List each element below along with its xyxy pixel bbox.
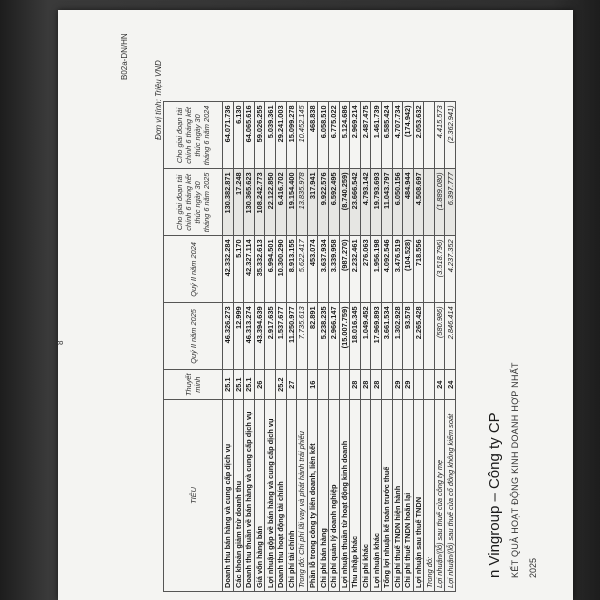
row-item-label: Lợi nhuận sau thuế TNDN: [413, 400, 424, 592]
rotated-report: [58, 10, 573, 600]
table-row: [265, 102, 276, 592]
table-row: [424, 102, 435, 592]
row-value-q2-2024: 10.300.290: [275, 236, 286, 303]
row-value-h1-2024: 59.026.255: [254, 102, 265, 169]
table-row: [413, 102, 424, 592]
row-value-h1-2025: 4.508.697: [413, 169, 424, 236]
row-value-h1-2025: 4.793.142: [360, 169, 371, 236]
table-row: [307, 102, 318, 592]
row-value-h1-2024: 468.838: [307, 102, 318, 169]
row-value-h1-2025: (1.889.080): [434, 169, 445, 236]
row-value-q2-2024: 718.556: [413, 236, 424, 303]
row-note: [265, 370, 276, 400]
table-row: [360, 102, 371, 592]
row-note: 29: [392, 370, 403, 400]
row-value-q2-2025: 1.537.677: [275, 303, 286, 370]
row-note: [413, 370, 424, 400]
row-value-h1-2025: 19.154.400: [286, 169, 297, 236]
row-value-q2-2024: 3.476.519: [392, 236, 403, 303]
table-row: [328, 102, 339, 592]
row-value-q2-2025: 5.238.235: [318, 303, 329, 370]
row-item-label: Chi phí tài chính: [286, 400, 297, 592]
row-value-h1-2024: (174.942): [403, 102, 414, 169]
row-item-label: Các khoản giảm trừ doanh thu: [233, 400, 244, 592]
row-value-q2-2024: 453.074: [307, 236, 318, 303]
row-item-label: Chi phí bán hàng: [318, 400, 329, 592]
table-row: [434, 102, 445, 592]
row-value-h1-2025: 6.592.495: [328, 169, 339, 236]
row-note: [297, 370, 308, 400]
row-value-h1-2024: (2.362.941): [445, 102, 456, 169]
row-value-h1-2025: 17.248: [233, 169, 244, 236]
table-body: [223, 102, 456, 592]
row-note: 25.2: [275, 370, 286, 400]
row-value-q2-2024: 5.170: [233, 236, 244, 303]
row-value-q2-2024: 42.327.114: [244, 236, 255, 303]
table-row: [223, 102, 234, 592]
page-number: 8: [56, 340, 65, 345]
table-row: [392, 102, 403, 592]
row-item-label: Lợi nhuận thuần từ hoạt động kinh doanh: [339, 400, 350, 592]
row-value-q2-2024: 4.237.352: [445, 236, 456, 303]
table-header-row: [164, 102, 223, 592]
row-value-h1-2025: 108.242.773: [254, 169, 265, 236]
row-value-q2-2025: (15.007.759): [339, 303, 350, 370]
table-row: [275, 102, 286, 592]
header-h1-2024: Cho giai đoạn tài chính 6 tháng kết thúc ngày 30 tháng 6 năm 2024: [164, 102, 223, 169]
row-value-h1-2024: 2.053.632: [413, 102, 424, 169]
table-row: [286, 102, 297, 592]
row-value-q2-2025: 2.265.428: [413, 303, 424, 370]
row-value-q2-2024: 3.637.934: [318, 236, 329, 303]
row-note: 27: [286, 370, 297, 400]
table-row: [318, 102, 329, 592]
row-value-q2-2024: 6.994.501: [265, 236, 276, 303]
row-value-q2-2025: 17.969.893: [371, 303, 382, 370]
row-value-q2-2025: 3.661.534: [381, 303, 392, 370]
row-value-h1-2024: 1.461.739: [371, 102, 382, 169]
row-value-q2-2025: 43.394.639: [254, 303, 265, 370]
document-page: [58, 10, 573, 600]
row-value-h1-2025: 19.793.693: [371, 169, 382, 236]
row-note: 24: [434, 370, 445, 400]
header-note: Thuyết minh: [164, 370, 223, 400]
row-value-h1-2024: 5.124.686: [339, 102, 350, 169]
row-note: 16: [307, 370, 318, 400]
row-value-h1-2025: (8.740.259): [339, 169, 350, 236]
header-q2-2024: Quý II năm 2024: [164, 236, 223, 303]
row-item-label: Lợi nhuận khác: [371, 400, 382, 592]
row-note: [318, 370, 329, 400]
row-value-h1-2024: 15.099.278: [286, 102, 297, 169]
row-value-h1-2025: 6.397.777: [445, 169, 456, 236]
row-item-label: Trong đó:: [424, 400, 435, 592]
table-row: [371, 102, 382, 592]
row-value-h1-2024: 10.452.145: [297, 102, 308, 169]
row-value-q2-2024: 1.956.198: [371, 236, 382, 303]
row-value-h1-2024: 6.585.424: [381, 102, 392, 169]
row-value-h1-2024: 29.241.003: [275, 102, 286, 169]
table-row: [244, 102, 255, 592]
row-value-q2-2024: 3.339.958: [328, 236, 339, 303]
row-value-h1-2025: 22.122.850: [265, 169, 276, 236]
row-value-h1-2025: 130.365.623: [244, 169, 255, 236]
row-value-h1-2025: 484.944: [403, 169, 414, 236]
row-value-h1-2024: 4.707.734: [392, 102, 403, 169]
table-row: [254, 102, 265, 592]
row-value-h1-2024: 6.058.510: [318, 102, 329, 169]
row-note: [424, 370, 435, 400]
row-value-h1-2024: 4.415.573: [434, 102, 445, 169]
row-value-q2-2025: 1.049.452: [360, 303, 371, 370]
row-value-h1-2024: 64.065.616: [244, 102, 255, 169]
row-note: 28: [350, 370, 361, 400]
row-value-h1-2025: [424, 169, 435, 236]
row-value-q2-2024: 4.092.546: [381, 236, 392, 303]
header-q2-2025: Quý II năm 2025: [164, 303, 223, 370]
row-note: [381, 370, 392, 400]
row-item-label: Doanh thu thuần về bán hàng và cung cấp dịch vụ: [244, 400, 255, 592]
row-item-label: Chi phí thuế TNDN hoãn lại: [403, 400, 414, 592]
row-value-q2-2024: (3.518.796): [434, 236, 445, 303]
table-row: [403, 102, 414, 592]
row-value-q2-2025: 46.313.274: [244, 303, 255, 370]
row-value-q2-2025: (580.986): [434, 303, 445, 370]
row-item-label: Doanh thu hoạt động tài chính: [275, 400, 286, 592]
form-code: B02a-DN/HN: [120, 33, 129, 80]
row-value-q2-2025: 18.016.345: [350, 303, 361, 370]
row-value-q2-2025: 46.326.273: [223, 303, 234, 370]
row-value-q2-2025: 1.302.928: [392, 303, 403, 370]
row-value-h1-2025: 23.666.542: [350, 169, 361, 236]
row-value-h1-2024: 5.039.361: [265, 102, 276, 169]
unit-note: Đơn vị tính: Triệu VND: [154, 60, 163, 140]
row-note: [339, 370, 350, 400]
row-value-h1-2025: 11.043.797: [381, 169, 392, 236]
row-note: 25.1: [244, 370, 255, 400]
row-value-q2-2024: 5.622.417: [297, 236, 308, 303]
row-value-q2-2024: [424, 236, 435, 303]
row-value-h1-2025: 317.941: [307, 169, 318, 236]
row-value-q2-2024: 2.232.461: [350, 236, 361, 303]
row-value-q2-2025: 11.250.977: [286, 303, 297, 370]
row-note: 28: [371, 370, 382, 400]
income-statement-table: [163, 101, 456, 592]
row-item-label: Doanh thu bán hàng và cung cấp dịch vụ: [223, 400, 234, 592]
row-value-q2-2024: (104.528): [403, 236, 414, 303]
row-value-h1-2024: 2.969.214: [350, 102, 361, 169]
row-value-q2-2024: 42.332.284: [223, 236, 234, 303]
row-value-q2-2025: 7.735.613: [297, 303, 308, 370]
report-title: KẾT QUẢ HOẠT ĐỘNG KINH DOANH HỢP NHẤT: [510, 362, 520, 578]
table-row: [339, 102, 350, 592]
row-value-h1-2024: 6.130: [233, 102, 244, 169]
row-value-h1-2024: 64.071.736: [223, 102, 234, 169]
row-value-q2-2025: 93.578: [403, 303, 414, 370]
table-row: [297, 102, 308, 592]
row-value-q2-2024: 35.332.613: [254, 236, 265, 303]
row-value-q2-2025: 2.846.414: [445, 303, 456, 370]
row-item-label: Chi phí thuế TNDN hiện hành: [392, 400, 403, 592]
row-item-label: Phần lỗ trong công ty liên doanh, liên kết: [307, 400, 318, 592]
row-value-q2-2024: 276.063: [360, 236, 371, 303]
row-value-q2-2024: (987.270): [339, 236, 350, 303]
row-value-h1-2025: 130.382.871: [223, 169, 234, 236]
header-h1-2025: Cho giai đoạn tài chính 6 tháng kết thúc ngày 30 tháng 6 năm 2025: [164, 169, 223, 236]
row-note: 25.1: [223, 370, 234, 400]
row-item-label: Giá vốn hàng bán: [254, 400, 265, 592]
row-item-label: Lợi nhuận gộp về bán hàng và cung cấp dịch vụ: [265, 400, 276, 592]
table-row: [350, 102, 361, 592]
row-item-label: Lợi nhuận/(lỗ) sau thuế của công ty mẹ: [434, 400, 445, 592]
row-value-q2-2025: 82.891: [307, 303, 318, 370]
row-item-label: Trong đó: Chi phí lãi vay và phát hành trái phiếu: [297, 400, 308, 592]
row-note: 24: [445, 370, 456, 400]
row-value-q2-2025: 12.999: [233, 303, 244, 370]
row-note: 28: [360, 370, 371, 400]
row-value-q2-2025: [424, 303, 435, 370]
row-value-h1-2024: 6.775.022: [328, 102, 339, 169]
row-note: [328, 370, 339, 400]
row-note: 26: [254, 370, 265, 400]
report-period: 2025: [528, 557, 538, 578]
row-item-label: Lợi nhuận/(lỗ) sau thuế của cổ đông không kiểm soát: [445, 400, 456, 592]
row-note: 25.1: [233, 370, 244, 400]
row-item-label: Tổng lợi nhuận kế toán trước thuế: [381, 400, 392, 592]
row-value-h1-2025: 13.835.978: [297, 169, 308, 236]
row-value-q2-2024: 8.913.155: [286, 236, 297, 303]
table-row: [233, 102, 244, 592]
company-name: n Vingroup – Công ty CP: [486, 412, 503, 578]
row-value-h1-2025: 6.416.702: [275, 169, 286, 236]
row-item-label: Thu nhập khác: [350, 400, 361, 592]
row-note: 29: [403, 370, 414, 400]
row-value-h1-2025: 9.922.576: [318, 169, 329, 236]
row-value-h1-2025: 6.050.156: [392, 169, 403, 236]
row-item-label: Chi phí khác: [360, 400, 371, 592]
table-row: [445, 102, 456, 592]
table-row: [381, 102, 392, 592]
row-value-q2-2025: 2.966.147: [328, 303, 339, 370]
row-value-q2-2025: 2.917.635: [265, 303, 276, 370]
header-item: TIÊU: [164, 400, 223, 592]
row-item-label: Chi phí quản lý doanh nghiệp: [328, 400, 339, 592]
row-value-h1-2024: 2.487.475: [360, 102, 371, 169]
row-value-h1-2024: [424, 102, 435, 169]
